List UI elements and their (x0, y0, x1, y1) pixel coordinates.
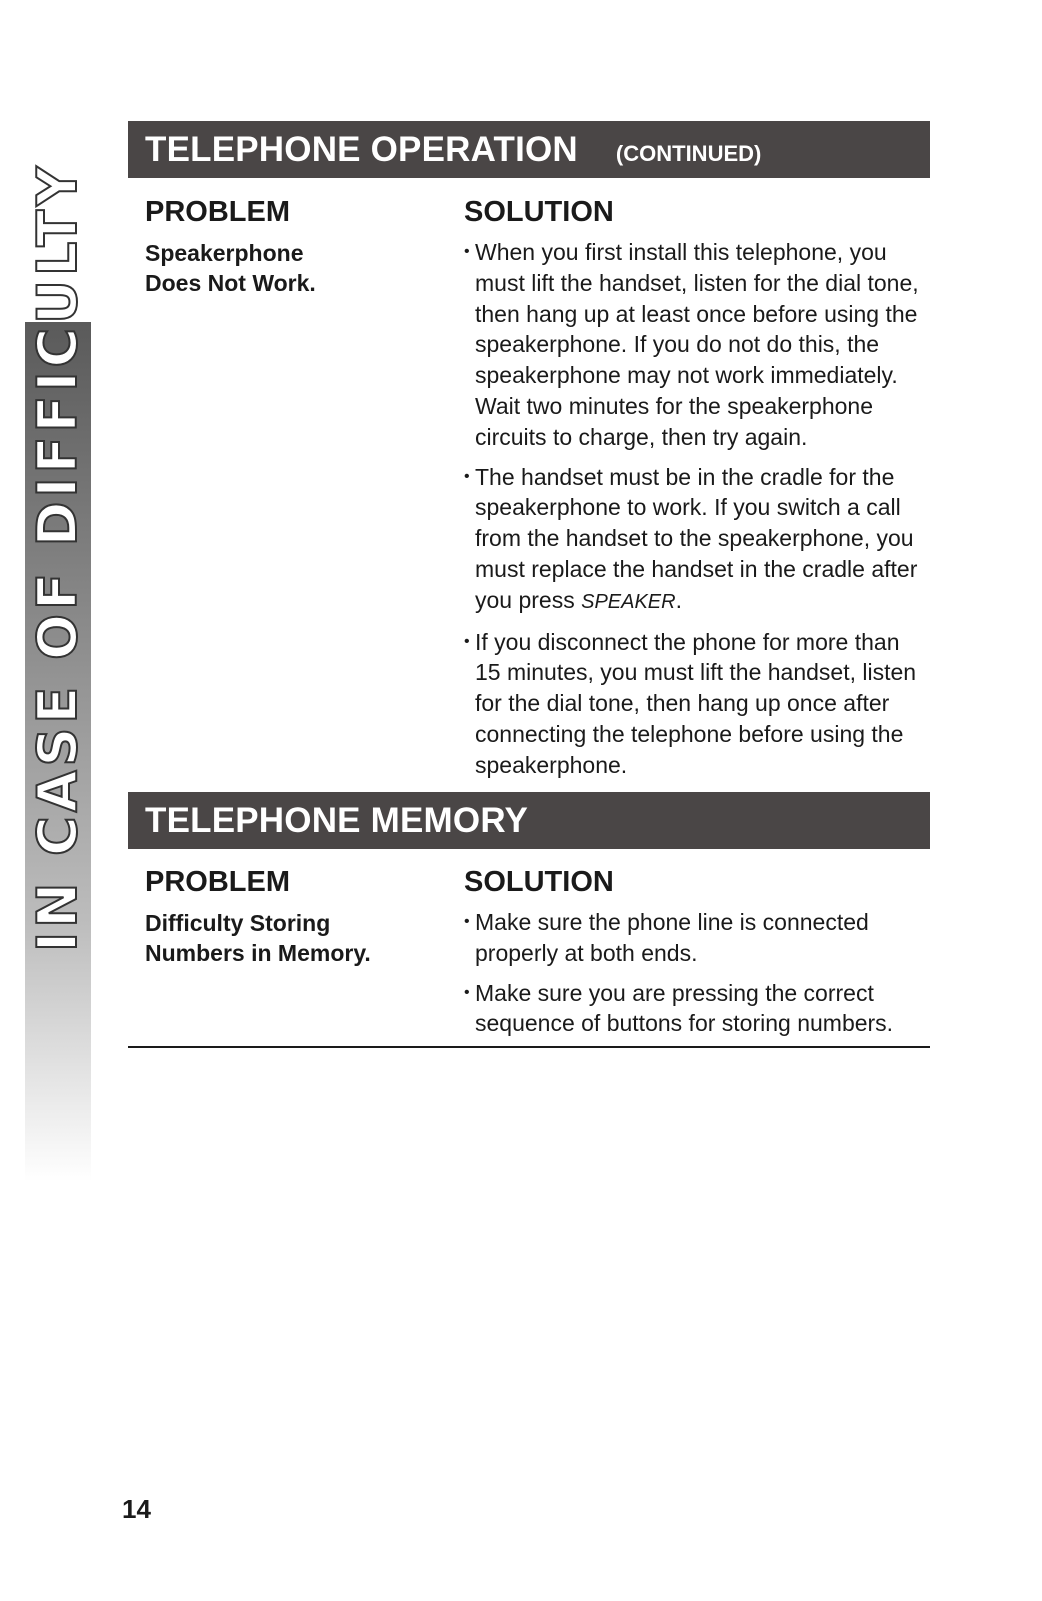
side-tab-label-wrap (25, 162, 91, 1018)
section-header-telephone-memory (128, 792, 930, 849)
section-title: TELEPHONE OPERATION (145, 129, 578, 169)
solution-bullet (464, 462, 930, 618)
problem-line: Numbers in Memory. (145, 940, 371, 966)
solution-line: for the dial tone, then hang up once after (475, 690, 890, 717)
solution-line: • Make sure you are pressing the correct (475, 979, 874, 1006)
solution-line: from the handset to the speakerphone, you (475, 525, 914, 552)
solution-bullet (464, 907, 930, 969)
section-header-telephone-operation (128, 121, 930, 178)
problem-text (145, 908, 371, 968)
problem-header: PROBLEM (145, 866, 290, 898)
solution-line: must lift the handset, listen for the dial tone, (475, 269, 919, 296)
solution-line: sequence of buttons for storing numbers. (475, 1010, 894, 1037)
solution-line: speakerphone may not work immediately. (475, 362, 898, 389)
solution-line: speakerphone to work. If you switch a call (475, 494, 901, 521)
section-title: TELEPHONE MEMORY (145, 800, 529, 840)
solution-line: properly at both ends. (475, 939, 698, 966)
solution-line: must replace the handset in the cradle after (475, 555, 918, 582)
solution-line: circuits to charge, then try again. (475, 423, 808, 450)
speaker-key-label: SPEAKER (581, 590, 676, 613)
solution-line: • Make sure the phone line is connected (475, 909, 869, 935)
problem-text (145, 238, 316, 298)
problem-header: PROBLEM (145, 196, 290, 228)
side-tab-label: IN CASE OF DIFFICULTY (26, 162, 89, 952)
solution-prefix: you press (475, 586, 582, 613)
solution-header: SOLUTION (464, 196, 614, 228)
solution-bullet (464, 237, 930, 453)
solution-bullet (464, 627, 930, 781)
solution-line: • If you disconnect the phone for more than (475, 628, 900, 655)
solution-line: • When you first install this telephone, you (475, 239, 887, 265)
solution-list (464, 907, 930, 1048)
section-divider (128, 1046, 930, 1048)
section-subtitle: (CONTINUED) (615, 140, 762, 166)
solution-line: • The handset must be in the cradle for the (475, 463, 895, 490)
solution-header: SOLUTION (464, 866, 614, 898)
problem-line: Speakerphone (145, 240, 304, 266)
problem-line: Does Not Work. (145, 270, 316, 296)
solution-line: connecting the telephone before using the (475, 720, 904, 747)
page-number: 14 (122, 1494, 151, 1524)
solution-bullet (464, 978, 930, 1040)
solution-suffix: . (675, 586, 682, 613)
solution-list (464, 237, 930, 790)
solution-line: 15 minutes, you must lift the handset, listen (475, 659, 917, 686)
solution-line: speakerphone. (475, 751, 628, 778)
solution-line: then hang up at least once before using the (475, 300, 918, 327)
problem-line: Difficulty Storing (145, 910, 331, 936)
solution-line: speakerphone. If you do not do this, the (475, 331, 880, 358)
solution-line-last (475, 585, 930, 618)
solution-line: Wait two minutes for the speakerphone (475, 392, 874, 419)
